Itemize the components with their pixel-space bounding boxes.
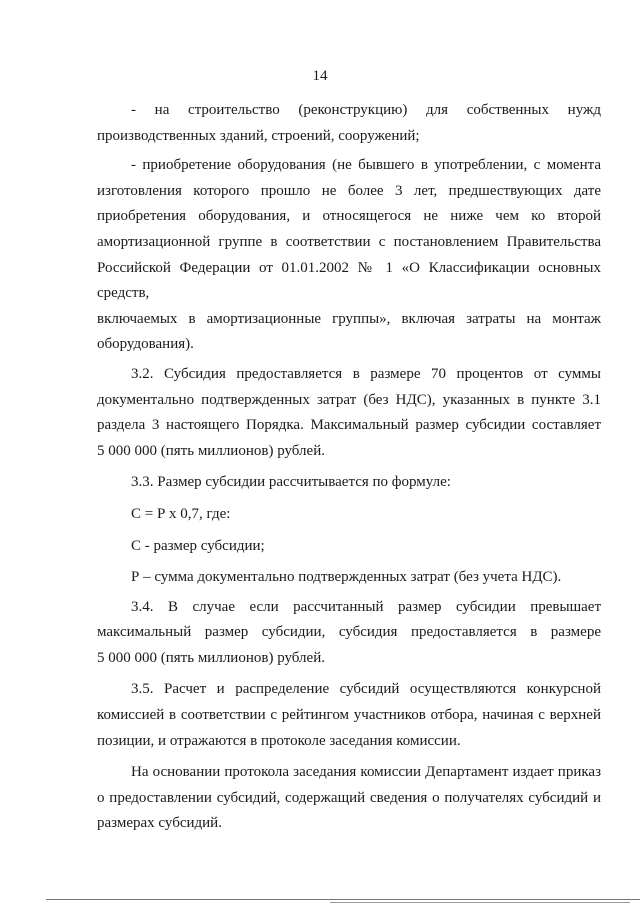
text-line: На основании протокола заседания комиссии Департамент издает приказ <box>131 764 601 781</box>
text-line: Р – сумма документально подтвержденных затрат (без учета НДС). <box>131 569 562 586</box>
text-line: позиции, и отражаются в протоколе заседания комиссии. <box>97 732 461 749</box>
scan-edge-line <box>330 902 630 903</box>
text-line: - на строительство (реконструкцию) для собственных нужд <box>131 102 601 118</box>
paragraph-3-5 <box>97 677 601 754</box>
formula-definition-c <box>97 534 601 560</box>
text-line: изготовления которого прошло не более 3 лет, предшествующих дате <box>97 182 601 199</box>
paragraph-construction <box>97 98 601 149</box>
text-line: о предоставлении субсидий, содержащий сведения о получателях субсидий и <box>97 789 601 806</box>
text-line: 3.2. Субсидия предоставляется в размере 70 процентов от суммы <box>131 365 601 382</box>
text-line: размерах субсидий. <box>97 815 222 832</box>
formula-definition-p <box>97 565 601 591</box>
text-line: документально подтвержденных затрат (без НДС), указанных в пункте 3.1 <box>97 391 601 408</box>
paragraph-3-4 <box>97 595 601 672</box>
page-number: 14 <box>312 68 328 84</box>
text-line: 3.4. В случае если рассчитанный размер субсидии превышает <box>131 598 601 615</box>
text-line: максимальный размер субсидии, субсидия предоставляется в размере <box>97 624 601 641</box>
text-line: приобретения оборудования, и относящегося не ниже чем ко второй <box>97 208 601 225</box>
text-line: 5 000 000 (пять миллионов) рублей. <box>97 442 325 459</box>
document-body <box>97 98 601 837</box>
text-line: Российской Федерации от 01.01.2002 № 1 «О Классификации основных средств, <box>97 259 601 302</box>
text-line: С - размер субсидии; <box>131 537 265 554</box>
text-line: 3.5. Расчет и распределение субсидий осуществляются конкурсной <box>131 681 601 698</box>
text-line: 3.3. Размер субсидии рассчитывается по формуле: <box>131 474 451 491</box>
text-line: С = Р х 0,7, где: <box>131 505 231 522</box>
text-line: включаемых в амортизационные группы», включая затраты на монтаж <box>97 310 601 327</box>
text-line: 5 000 000 (пять миллионов) рублей. <box>97 649 325 666</box>
text-line: - приобретение оборудования (не бывшего в употреблении, с момента <box>131 157 601 174</box>
paragraph-3-3 <box>97 470 601 496</box>
text-line: производственных зданий, строений, сооружений; <box>97 127 420 144</box>
text-line: раздела 3 настоящего Порядка. Максимальный размер субсидии составляет <box>97 417 601 434</box>
formula-line <box>97 502 601 528</box>
paragraph-equipment <box>97 153 601 358</box>
paragraph-3-2 <box>97 362 601 464</box>
text-line: оборудования). <box>97 336 194 353</box>
text-line: комиссией в соответствии с рейтингом участников отбора, начиная с верхней <box>97 707 601 724</box>
text-line: амортизационной группе в соответствии с постановлением Правительства <box>97 233 601 250</box>
scan-edge-line <box>46 899 640 900</box>
paragraph-order <box>97 760 601 837</box>
